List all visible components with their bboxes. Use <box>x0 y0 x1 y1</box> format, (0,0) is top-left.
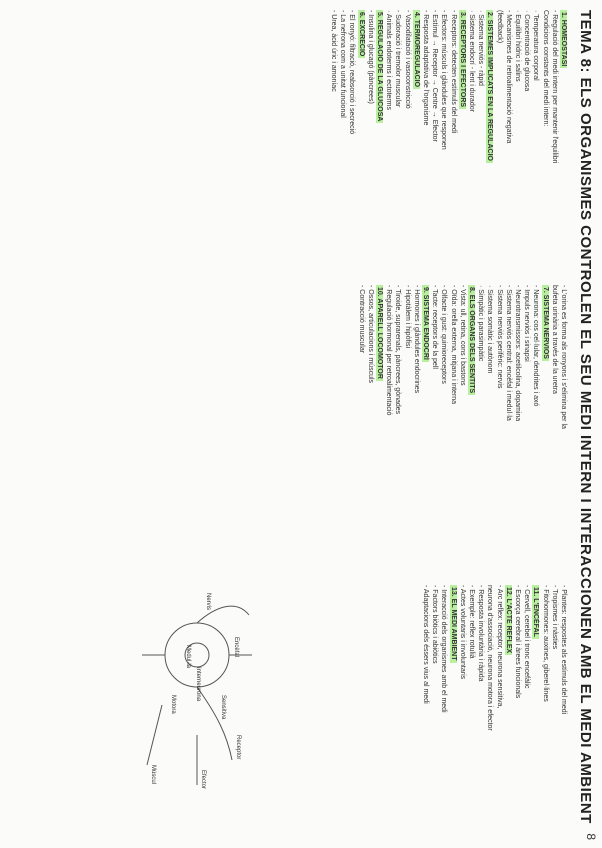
note-line-text: · Sistema nerviós - ràpid <box>477 10 485 86</box>
note-line <box>421 10 430 265</box>
section-heading <box>421 285 430 565</box>
note-line <box>430 285 439 565</box>
notes-column-3 <box>421 585 568 840</box>
section-heading-text: 6. EXCRECIÓ <box>357 12 365 57</box>
note-line <box>476 585 485 840</box>
note-line-text: - Estímul → Receptor → Centre → Efector <box>431 10 439 142</box>
section-heading-text: 4. TERMOREGULACIÓ <box>412 12 420 88</box>
note-line <box>448 285 457 565</box>
note-line <box>448 10 457 265</box>
section-heading <box>375 10 384 265</box>
note-line <box>458 285 467 565</box>
section-heading <box>356 10 365 265</box>
note-line-text: - Mecanismes de retroalimentació negativa <box>504 10 512 144</box>
note-line <box>485 285 494 565</box>
diagram-label: Sensitiva <box>220 695 226 720</box>
note-line <box>430 10 439 265</box>
note-line-text: - Vista: ull, retina, cons i bastons <box>458 285 466 386</box>
diagram-label: Efector <box>200 770 206 790</box>
note-line-text: - Oïda: orella externa, mitjana i interna <box>449 285 457 405</box>
note-line <box>393 285 402 565</box>
note-line-text: - Neurotransmissors: acetilcolina, dopamina <box>513 285 521 422</box>
section-heading-text: 3. RECEPTORS I EFECTORS <box>458 12 466 108</box>
diagram-label: Interneurona <box>195 667 201 702</box>
note-line <box>531 285 540 565</box>
section-heading <box>458 10 467 265</box>
section-heading <box>504 585 513 840</box>
notes-column-2 <box>356 285 568 565</box>
note-line-text: neurona d'associació, neurona motora i efector <box>486 585 494 731</box>
note-line <box>458 585 467 840</box>
note-line-text: - Fitohormones: auxines, giberel·lines <box>541 585 549 702</box>
section-heading <box>485 10 494 265</box>
section-heading <box>448 585 457 840</box>
note-line-text: - Receptors: detecten estímuls del medi <box>449 10 457 134</box>
note-line <box>485 585 494 840</box>
note-line-text: bufeta urinària a través de la uretra <box>550 285 558 394</box>
note-line-text: · Animals endoterms i ectoterms <box>385 10 393 110</box>
note-line <box>494 585 503 840</box>
diagram-label: Nervis <box>205 593 211 611</box>
note-line <box>559 285 568 565</box>
section-heading-text: 9. SISTEMA ENDOCRÍ <box>421 287 429 360</box>
note-line-text: - Contracció muscular <box>357 285 365 354</box>
note-line <box>467 10 476 265</box>
note-line-text: Condicions constants del medi intern: <box>541 10 549 127</box>
note-line-text: · Equilibri hídric i salins <box>513 10 521 82</box>
note-line <box>356 285 365 565</box>
diagram-label: Medul·la <box>185 645 191 669</box>
section-heading-text: 5. REGULACIÓ DE LA GLUCOSA <box>375 12 383 122</box>
note-line-text: - Tiroide, suprarenals, pàncrees, gònades <box>394 285 402 415</box>
note-line-text: - La nefrona com a unitat funcional <box>339 10 347 118</box>
note-line-text: (feedback) <box>495 10 503 44</box>
diagram-label: Múscul <box>150 765 156 785</box>
note-line-text: - Escorça cerebral i àrees funcionals <box>513 585 521 699</box>
note-line-text: - Insulina i glucagó (pàncrees) <box>366 10 374 104</box>
note-line-text: - Arc reflex: receptor, neurona sensitiva, <box>495 585 503 709</box>
note-line <box>513 10 522 265</box>
note-line <box>559 585 568 840</box>
note-line <box>393 10 402 265</box>
note-line-text: - Cervell, cerebel i tronc encefàlic <box>523 585 531 689</box>
note-line-text: - L'orina es forma als ronyons i s'elimina per la <box>560 285 567 429</box>
note-line-text: · Simpàtic i parasimpàtic <box>477 285 485 362</box>
note-line-text: - Factors biòtics i abiòtics <box>431 585 439 664</box>
note-line <box>329 10 338 265</box>
note-line <box>504 10 513 265</box>
note-line-text: - Interacció dels organismes amb el medi <box>440 585 448 713</box>
note-line-text: - Impuls nerviós i sinapsi <box>523 285 531 362</box>
section-heading <box>540 285 549 565</box>
note-line <box>439 285 448 565</box>
note-line-text: - Resposta involuntària i ràpida <box>477 585 485 682</box>
note-line <box>439 10 448 265</box>
note-line-text: - Sistema nerviós central: encèfal i medul·la <box>504 285 512 421</box>
note-line <box>402 285 411 565</box>
section-heading-text: 13. EL MEDI AMBIENT <box>449 587 457 661</box>
note-line <box>476 10 485 265</box>
note-line-text: - Tropismes i nàsties <box>550 585 558 650</box>
note-line <box>550 10 559 265</box>
note-line-text: - Olfacte i gust: quimioreceptors <box>440 285 448 384</box>
note-line <box>494 285 503 565</box>
note-line-text: - Ossos, articulacions i músculs <box>366 285 374 384</box>
note-line-text: - Actes voluntaris i involuntaris <box>458 585 466 680</box>
section-heading-text: 8. ELS ÒRGANS DELS SENTITS <box>467 287 475 394</box>
section-heading-text: 1. HOMEÒSTASI <box>560 12 567 67</box>
section-heading-text: 11. L'ENCÈFAL <box>532 587 540 637</box>
diagram-label: Receptor <box>235 735 241 760</box>
note-line-text: - Exemple: reflex rotulià <box>467 585 475 659</box>
note-line <box>540 585 549 840</box>
note-line-text: - Urea, àcid úric i amoníac <box>329 10 337 92</box>
note-line <box>550 585 559 840</box>
note-line <box>467 585 476 840</box>
note-line-text: - Hormones i glàndules endocrines <box>412 285 420 394</box>
note-line-text: - Neurona: cos cel·lular, dendrites i axó <box>532 285 540 407</box>
section-heading-text: 2. SISTEMES IMPLICATS EN LA REGULACIÓ <box>486 12 494 161</box>
note-line-text: - Regulació del medi intern per mantenir l'equilibri <box>550 10 558 164</box>
note-line-text: - Sistema nerviós perifèric: nervis <box>495 285 503 389</box>
section-heading <box>375 285 384 565</box>
note-line-text: · Sistema somàtic i autònom <box>486 285 494 374</box>
note-line <box>522 10 531 265</box>
note-line <box>531 10 540 265</box>
diagram-label: Motora <box>170 695 176 714</box>
note-line <box>494 10 503 265</box>
section-heading <box>412 10 421 265</box>
section-heading <box>559 10 568 265</box>
note-line <box>504 285 513 565</box>
note-line <box>476 285 485 565</box>
note-line-text: - El ronyó: filtració, reabsorció i secreció <box>348 10 356 135</box>
note-line <box>439 585 448 840</box>
diagram-label: Encèfal <box>233 637 239 658</box>
notes-column-1 <box>329 10 568 265</box>
note-line-text: - Hipotàlem i hipòfisi <box>403 285 411 349</box>
note-line-text: - Sudoració i tremolor muscular <box>394 10 402 108</box>
note-line <box>402 10 411 265</box>
reflex-arc-diagram <box>137 585 257 795</box>
note-line <box>540 10 549 265</box>
note-line <box>522 285 531 565</box>
section-heading-text: 12. L'ACTE REFLEX <box>504 587 512 654</box>
page-title: TEMA 8: ELS ORGANISMES CONTROLEN EL SEU MEDI INTERN I INTERACCIONEN AMB EL MEDI AMBIENT <box>577 10 594 824</box>
section-heading-text: 10. APARELL LOCOMOTOR <box>375 287 383 379</box>
section-heading <box>467 285 476 565</box>
note-line <box>338 10 347 265</box>
note-line <box>513 285 522 565</box>
note-line-text: - Vasodilatació i vasoconstricció <box>403 10 411 109</box>
note-line <box>384 285 393 565</box>
note-line-text: - Regulació hormonal per retroalimentació <box>385 285 393 416</box>
note-line-text: - Efectors: músculs i glàndules que responen <box>440 10 448 150</box>
note-line <box>430 585 439 840</box>
note-line-text: - Adaptacions dels éssers vius al medi <box>421 585 429 704</box>
note-line-text: · Sistema endocrí - lent i durador <box>467 10 475 112</box>
note-line <box>513 585 522 840</box>
page-number: 8 <box>584 833 598 840</box>
note-line <box>421 585 430 840</box>
note-line-text: · Temperatura corporal <box>532 10 540 81</box>
note-line-text: - Resposta adaptativa de l'organisme <box>421 10 429 126</box>
section-heading-text: 7. SISTEMA NERVIÓS <box>541 287 549 359</box>
note-line <box>366 285 375 565</box>
note-line <box>522 585 531 840</box>
note-line <box>412 285 421 565</box>
note-line-text: - Plantes: respostes als estímuls del medi <box>560 585 567 715</box>
note-line-text: · Concentració de glucosa <box>523 10 531 92</box>
note-line <box>550 285 559 565</box>
note-line <box>366 10 375 265</box>
note-line <box>347 10 356 265</box>
note-line-text: - Tacte: receptors de la pell <box>431 285 439 369</box>
section-heading <box>531 585 540 840</box>
note-line <box>384 10 393 265</box>
